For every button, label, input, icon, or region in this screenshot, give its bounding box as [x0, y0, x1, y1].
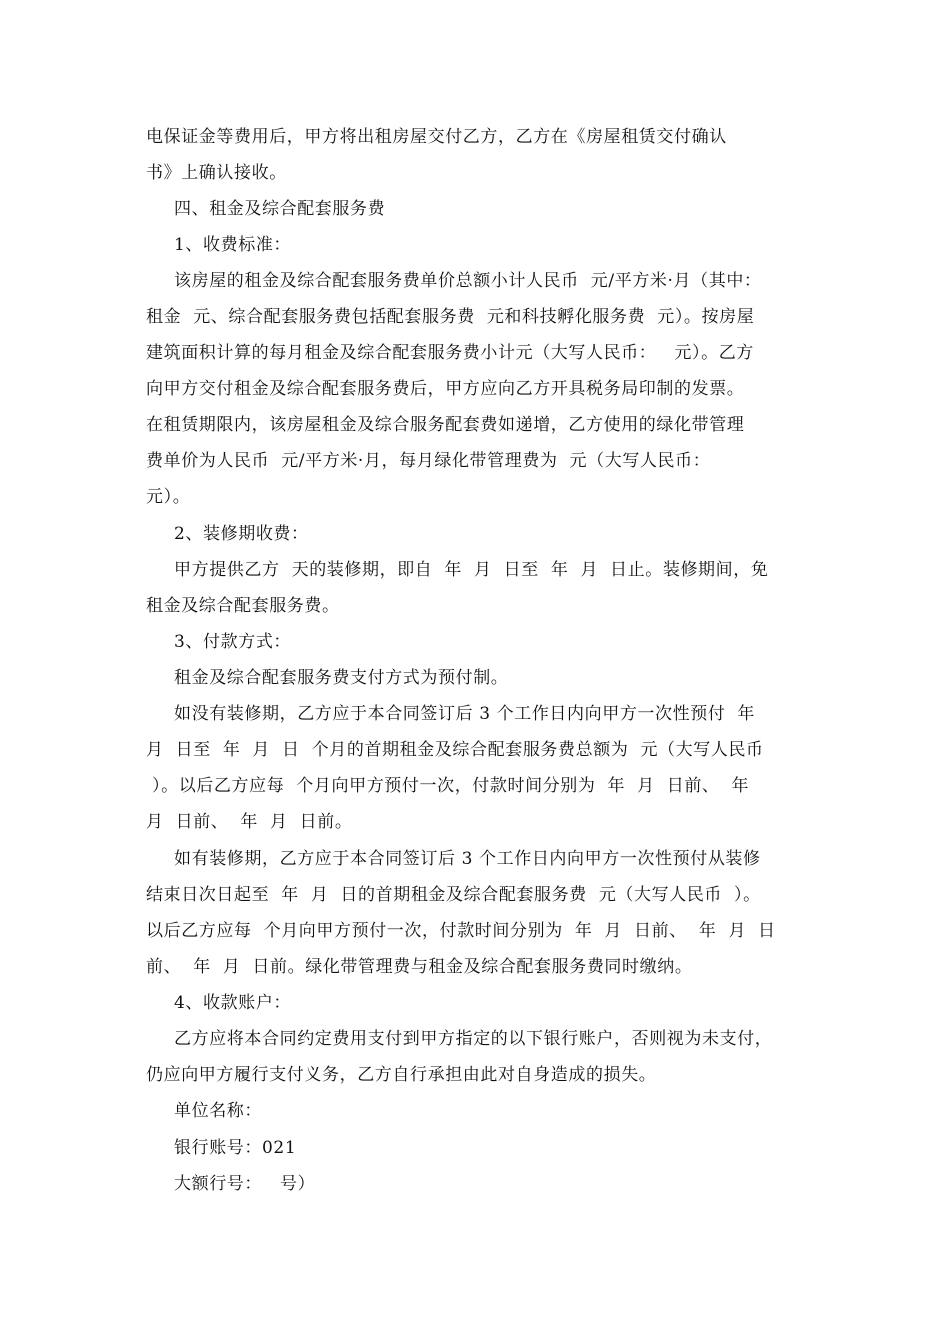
- text-line: 向甲方交付租金及综合配套服务费后，甲方应向乙方开具税务局印制的发票。: [146, 379, 745, 399]
- text-line: 如没有装修期，乙方应于本合同签订后 3 个工作日内向甲方一次性预付 年: [174, 704, 756, 724]
- text-line: 甲方提供乙方 天的装修期，即自 年 月 日至 年 月 日止。装修期间，免: [174, 560, 769, 580]
- subsection-heading: 3、付款方式：: [174, 632, 292, 652]
- text-line: 该房屋的租金及综合配套服务费单价总额小计人民币 元/平方米·月（其中：: [174, 271, 762, 291]
- bank-account-number: 银行账号：021: [174, 1138, 297, 1158]
- text-line: 租金及综合配套服务费。: [146, 596, 340, 616]
- text-line: ）。以后乙方应每 个月向甲方预付一次，付款时间分别为 年 月 日前、 年: [146, 776, 750, 796]
- section-heading: 四、租金及综合配套服务费: [174, 199, 386, 219]
- text-line: 建筑面积计算的每月租金及综合配套服务费小计元（大写人民币： 元）。乙方: [146, 343, 754, 363]
- text-line: 前、 年 月 日前。绿化带管理费与租金及综合配套服务费同时缴纳。: [146, 957, 693, 977]
- text-line: 结束日次日起至 年 月 日的首期租金及综合配套服务费 元（大写人民币 ）。: [146, 885, 761, 905]
- bank-code: 大额行号： 号）: [174, 1174, 316, 1194]
- text-line: 电保证金等费用后，甲方将出租房屋交付乙方，乙方在《房屋租赁交付确认: [146, 127, 727, 147]
- account-name-label: 单位名称：: [174, 1101, 262, 1121]
- subsection-heading: 1、收费标准：: [174, 235, 292, 255]
- subsection-heading: 4、收款账户：: [174, 993, 292, 1013]
- text-line: 月 日前、 年 月 日前。: [146, 812, 353, 832]
- text-line: 费单价为人民币 元/平方米·月，每月绿化带管理费为 元（大写人民币：: [146, 451, 711, 471]
- text-line: 乙方应将本合同约定费用支付到甲方指定的以下银行账户，否则视为未支付，: [174, 1029, 773, 1049]
- text-line: 在租赁期限内，该房屋租金及综合服务配套费如递增，乙方使用的绿化带管理: [146, 415, 745, 435]
- text-line: 元）。: [146, 487, 191, 507]
- subsection-heading: 2、装修期收费：: [174, 524, 309, 544]
- text-line: 租金 元、综合配套服务费包括配套服务费 元和科技孵化服务费 元）。按房屋: [146, 307, 755, 327]
- text-line: 仍应向甲方履行支付义务，乙方自行承担由此对自身造成的损失。: [146, 1065, 657, 1085]
- text-line: 如有装修期，乙方应于本合同签订后 3 个工作日内向甲方一次性预付从装修: [174, 849, 761, 869]
- text-line: 租金及综合配套服务费支付方式为预付制。: [174, 668, 509, 688]
- text-line: 以后乙方应每 个月向甲方预付一次，付款时间分别为 年 月 日前、 年 月 日: [146, 921, 776, 941]
- text-line: 月 日至 年 月 日 个月的首期租金及综合配套服务费总额为 元（大写人民币: [146, 740, 764, 760]
- text-line: 书》上确认接收。: [146, 163, 287, 183]
